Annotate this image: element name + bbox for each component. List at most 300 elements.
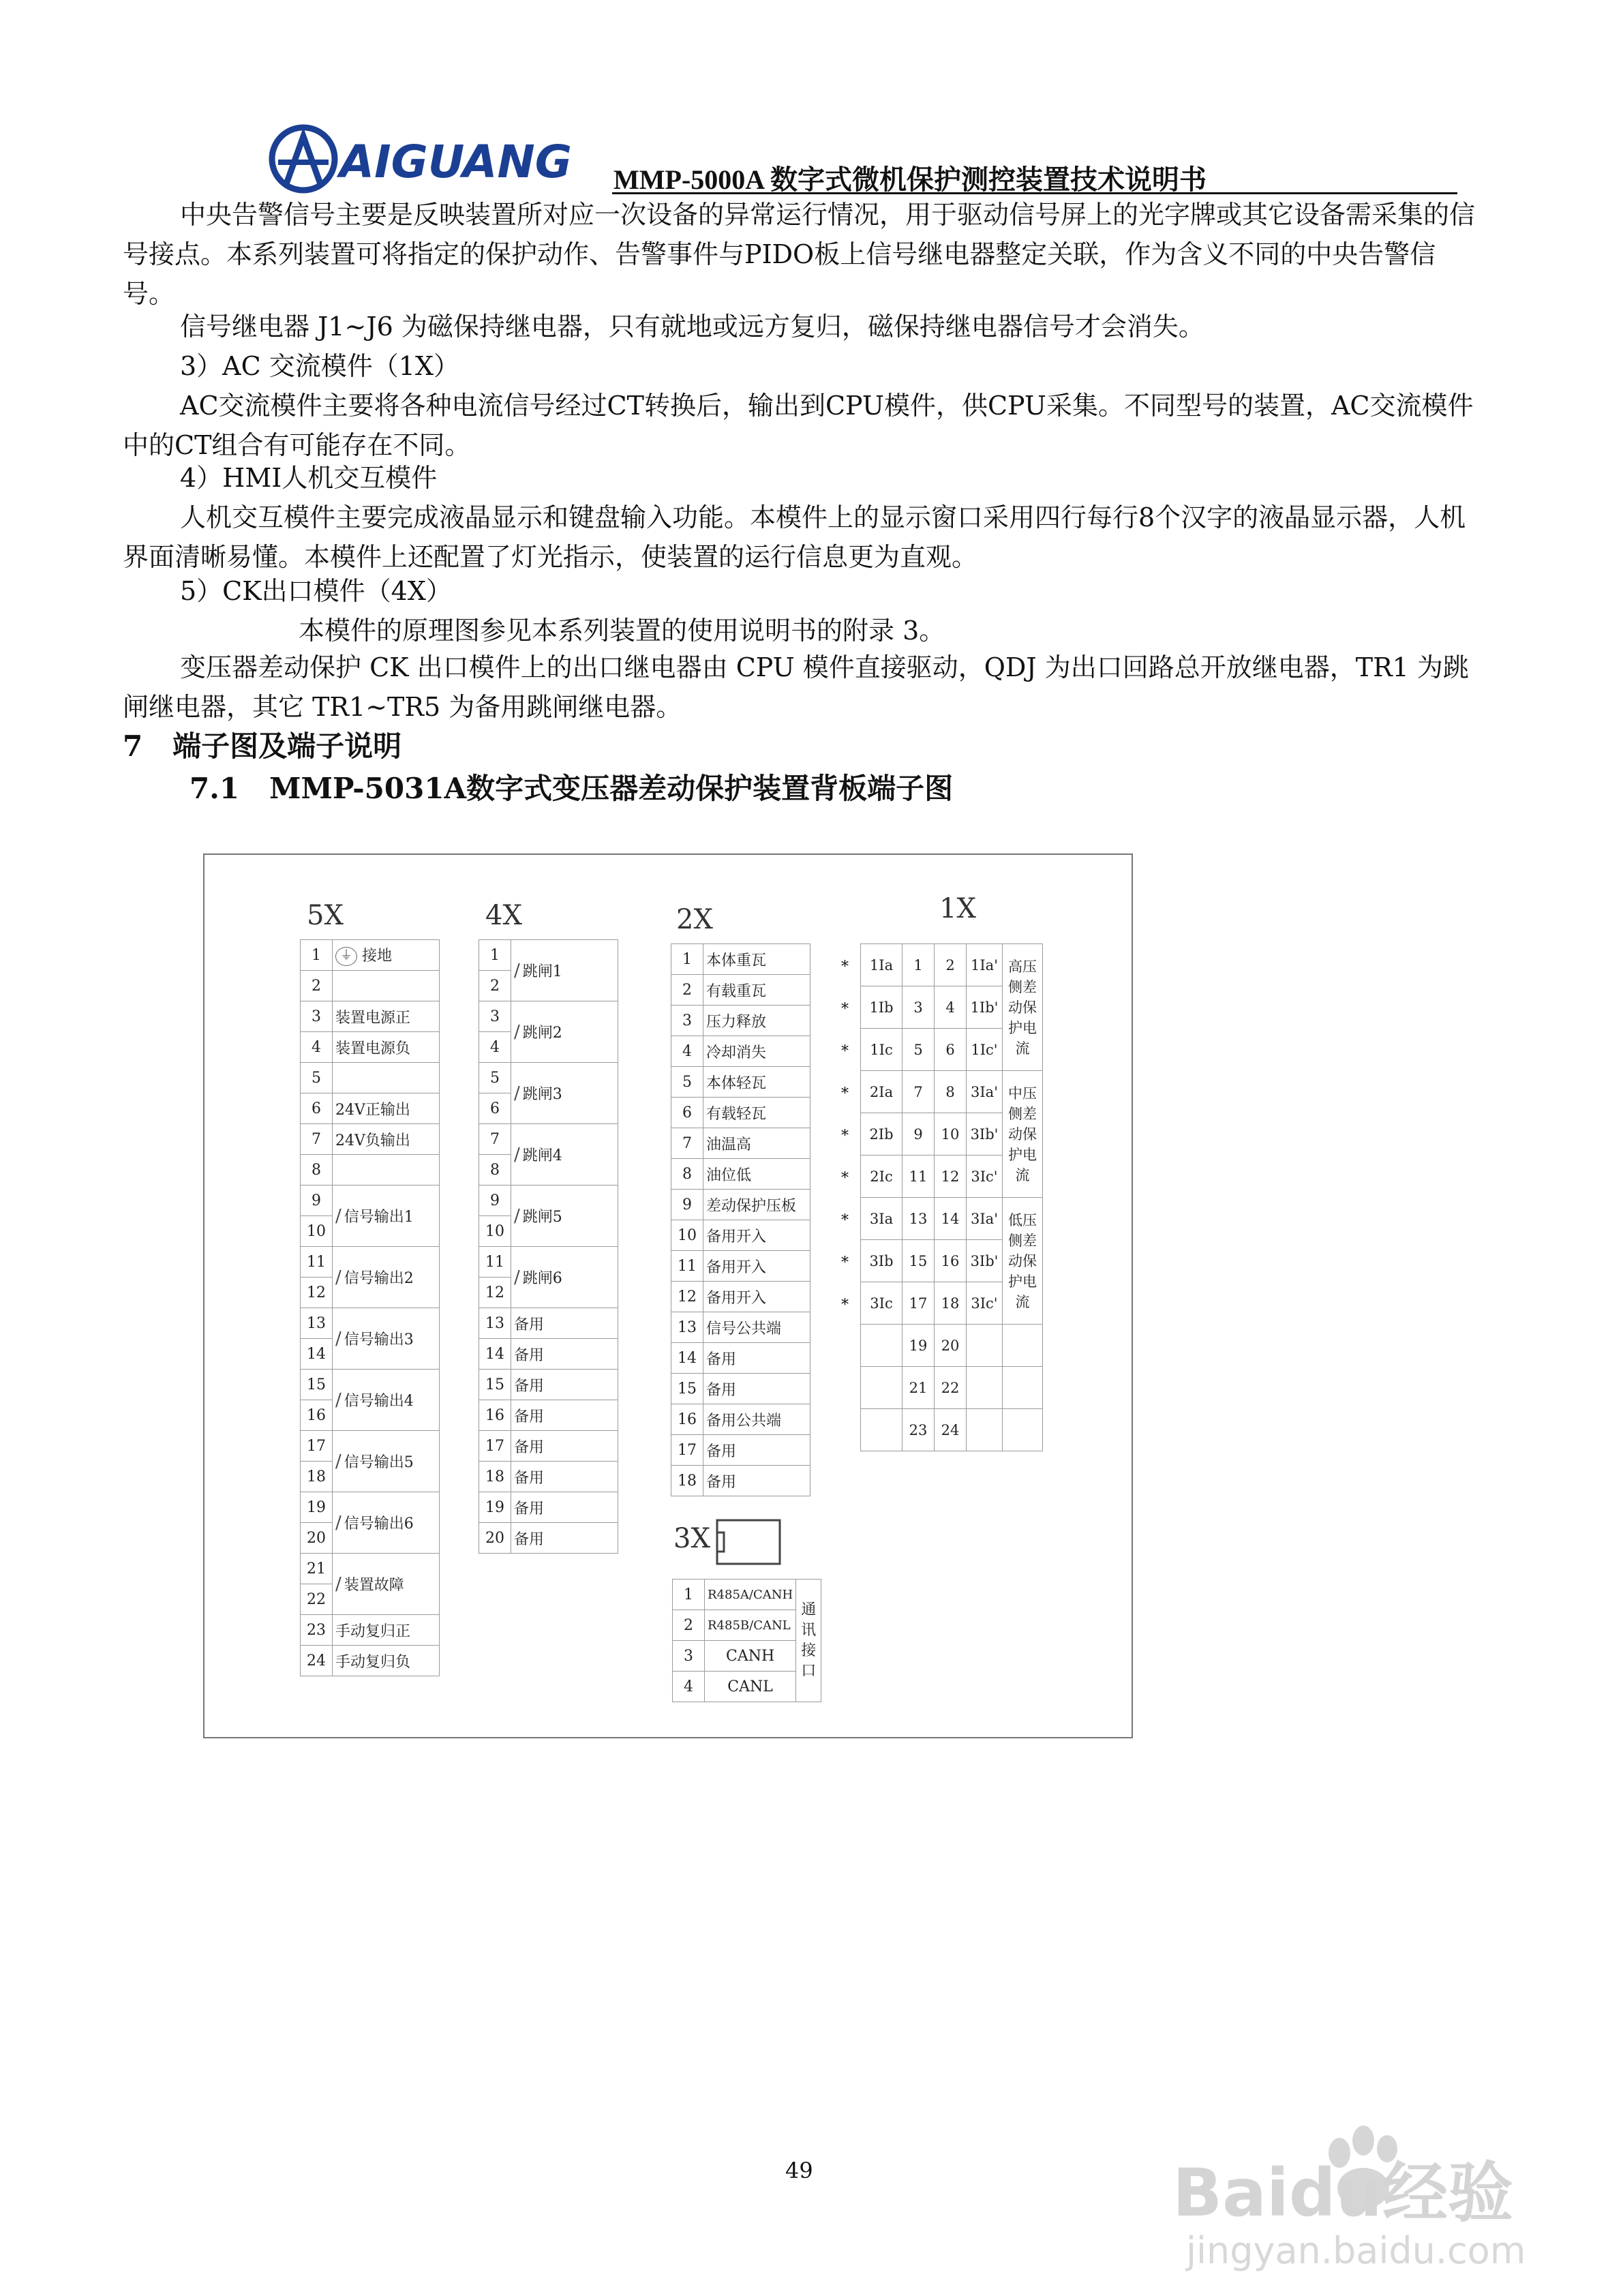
table-row	[671, 1312, 810, 1343]
terminal-label	[511, 1185, 618, 1247]
table-row	[301, 1615, 440, 1646]
star-marker: *	[841, 1043, 849, 1060]
terminal-number: 15	[301, 1370, 333, 1400]
block-5x-table	[300, 939, 440, 1676]
ct-output-label: 1Ib'	[967, 986, 1003, 1029]
terminal-number: 6	[479, 1093, 511, 1124]
terminal-number: 14	[479, 1339, 511, 1370]
terminal-label: 装置电源负	[333, 1032, 440, 1063]
terminal-label: 备用	[703, 1435, 810, 1466]
terminal-number: 21	[301, 1554, 333, 1584]
terminal-label: 差动保护压板	[703, 1190, 810, 1220]
table-row	[671, 1282, 810, 1312]
terminal-number: 2	[479, 971, 511, 1001]
terminal-number: 13	[301, 1308, 333, 1339]
terminal-number: 11	[671, 1251, 703, 1282]
terminal-number: 5	[671, 1067, 703, 1098]
terminal-number: 13	[671, 1312, 703, 1343]
ct-output-label: 3Ic'	[967, 1282, 1003, 1325]
relay-contact-icon: ∕	[514, 1206, 520, 1226]
terminal-label	[333, 1063, 440, 1093]
table-row	[671, 1220, 810, 1251]
relay-contact-icon: ∕	[335, 1329, 342, 1349]
trip-label: 跳闸2	[522, 1025, 562, 1042]
ct-input-label: 1Ic	[861, 1029, 902, 1071]
terminal-diagram	[203, 854, 1133, 1738]
table-row	[301, 1370, 440, 1400]
ct-output-label	[967, 1367, 1003, 1409]
table-row	[301, 1001, 440, 1032]
terminal-label: 备用	[703, 1466, 810, 1496]
terminal-number: 15	[479, 1370, 511, 1400]
terminal-label	[333, 1492, 440, 1554]
terminal-label	[511, 1124, 618, 1185]
table-row	[861, 1198, 1043, 1240]
header-rule	[612, 192, 1457, 194]
ct-group-label-high: 高压侧差动保护电流	[1003, 944, 1043, 1071]
relay-contact-icon: ∕	[514, 1083, 520, 1104]
terminal-number: 3	[479, 1001, 511, 1032]
terminal-number: 12	[671, 1282, 703, 1312]
block-2x-table	[671, 943, 810, 1496]
signal-output-label: 信号输出6	[344, 1515, 414, 1532]
terminal-number: 3	[673, 1641, 705, 1672]
ct-input-label: 2Ib	[861, 1113, 902, 1155]
ct-output-label	[967, 1325, 1003, 1367]
relay-contact-icon: ∕	[335, 1267, 342, 1288]
terminal-number: 8	[935, 1071, 967, 1113]
table-row	[671, 1098, 810, 1128]
terminal-number: 19	[479, 1492, 511, 1523]
terminal-number: 6	[935, 1029, 967, 1071]
terminal-number: 4	[301, 1032, 333, 1063]
terminal-label: 油位低	[703, 1159, 810, 1190]
block-4x-title: 4X	[485, 900, 522, 931]
relay-contact-icon: ∕	[514, 961, 520, 981]
terminal-label	[333, 971, 440, 1001]
terminal-number: 20	[301, 1523, 333, 1554]
ct-input-label: 2Ia	[861, 1071, 902, 1113]
terminal-number: 3	[301, 1001, 333, 1032]
comm-interface-label: 通讯接口	[796, 1580, 821, 1702]
terminal-label: 冷却消失	[703, 1036, 810, 1067]
ct-output-label: 3Ic'	[967, 1155, 1003, 1198]
table-row	[301, 1431, 440, 1462]
terminal-number: 23	[902, 1409, 935, 1451]
terminal-label: 备用	[703, 1374, 810, 1404]
terminal-number: 1	[671, 944, 703, 975]
terminal-number: 3	[671, 1006, 703, 1036]
subsection-heading	[189, 766, 953, 807]
star-marker: *	[841, 1254, 849, 1271]
table-row	[301, 1124, 440, 1155]
terminal-label: 备用	[511, 1308, 618, 1339]
connector-icon	[714, 1516, 783, 1568]
terminal-label: 备用开入	[703, 1220, 810, 1251]
table-row	[301, 1646, 440, 1676]
terminal-label: 本体轻瓦	[703, 1067, 810, 1098]
terminal-number: 7	[301, 1124, 333, 1155]
terminal-number: 2	[301, 971, 333, 1001]
terminal-number: 5	[479, 1063, 511, 1093]
table-row	[671, 1466, 810, 1496]
ct-output-label: 3Ib'	[967, 1113, 1003, 1155]
paragraph-ac: AC交流模件主要将各种电流信号经过CT转换后，输出到CPU模件，供CPU采集。不同型号的装置，AC交流模件中的CT组合有可能存在不同。	[123, 391, 1474, 460]
terminal-number: 14	[671, 1343, 703, 1374]
terminal-label: 24V正输出	[333, 1093, 440, 1124]
logo-text: AIGUANG	[339, 136, 572, 188]
terminal-label	[333, 1185, 440, 1247]
terminal-label: 备用	[511, 1431, 618, 1462]
terminal-number: 1	[479, 940, 511, 971]
ct-input-label	[861, 1325, 902, 1367]
terminal-number: 6	[671, 1098, 703, 1128]
terminal-number: 9	[902, 1113, 935, 1155]
ct-output-label: 3Ia'	[967, 1198, 1003, 1240]
terminal-label: 24V负输出	[333, 1124, 440, 1155]
paragraph-ck-ref: 本模件的原理图参见本系列装置的使用说明书的附录 3。	[299, 616, 945, 646]
paragraph-alarm: 中央告警信号主要是反映装置所对应一次设备的异常运行情况，用于驱动信号屏上的光字牌或其它设备需采集的信号接点。本系列装置可将指定的保护动作、告警事件与PIDO板上信号继电器整定关联，作为含义不同的中央告警信号。	[123, 200, 1476, 309]
terminal-number: 17	[301, 1431, 333, 1462]
table-row	[671, 1435, 810, 1466]
terminal-number: 16	[935, 1240, 967, 1282]
terminal-label	[333, 1155, 440, 1185]
table-row	[479, 1492, 618, 1523]
terminal-number: 16	[301, 1400, 333, 1431]
star-marker: *	[841, 1170, 849, 1187]
terminal-number: 18	[671, 1466, 703, 1496]
terminal-label	[511, 1247, 618, 1308]
terminal-number: 22	[301, 1584, 333, 1615]
terminal-number: 21	[902, 1367, 935, 1409]
trip-label: 跳闸4	[522, 1147, 562, 1164]
table-row	[861, 1071, 1043, 1113]
terminal-number: 23	[301, 1615, 333, 1646]
table-row	[301, 1185, 440, 1216]
terminal-label: 压力释放	[703, 1006, 810, 1036]
table-row	[301, 1247, 440, 1278]
terminal-label: CANL	[705, 1672, 796, 1702]
terminal-number: 4	[671, 1036, 703, 1067]
terminal-label	[511, 1001, 618, 1063]
ct-input-label	[861, 1409, 902, 1451]
star-marker: *	[841, 958, 849, 976]
section-title: 端子图及端子说明	[172, 729, 402, 763]
ct-input-label	[861, 1367, 902, 1409]
terminal-label	[333, 940, 440, 971]
table-row	[301, 1063, 440, 1093]
terminal-label: 油温高	[703, 1128, 810, 1159]
block-2x-title: 2X	[676, 904, 713, 935]
terminal-label: 备用	[511, 1400, 618, 1431]
ct-input-label: 3Ic	[861, 1282, 902, 1325]
table-row	[671, 1190, 810, 1220]
paragraph-relay: 信号继电器 J1~J6 为磁保持继电器，只有就地或远方复归，磁保持继电器信号才会消失。	[180, 312, 1204, 342]
terminal-label: R485B/CANL	[705, 1610, 796, 1641]
page-number: 49	[785, 2158, 813, 2184]
terminal-number: 19	[902, 1325, 935, 1367]
table-row	[861, 944, 1043, 986]
terminal-label	[333, 1370, 440, 1431]
ct-input-label: 1Ib	[861, 986, 902, 1029]
terminal-number: 9	[301, 1185, 333, 1216]
ground-label: 接地	[362, 948, 393, 965]
terminal-number: 18	[479, 1462, 511, 1492]
terminal-number: 7	[671, 1128, 703, 1159]
terminal-number: 14	[301, 1339, 333, 1370]
ct-input-label: 3Ia	[861, 1198, 902, 1240]
relay-contact-icon: ∕	[335, 1206, 342, 1226]
terminal-number: 15	[902, 1240, 935, 1282]
subsection-number: 7.1	[189, 772, 240, 805]
table-row	[301, 1554, 440, 1584]
terminal-number: 5	[301, 1063, 333, 1093]
relay-contact-icon: ∕	[514, 1022, 520, 1042]
terminal-label: 备用	[511, 1339, 618, 1370]
table-row	[479, 1185, 618, 1216]
relay-contact-icon: ∕	[514, 1267, 520, 1288]
table-row	[673, 1580, 821, 1610]
subsection-title: MMP-5031A数字式变压器差动保护装置背板端子图	[269, 772, 954, 805]
star-marker: *	[841, 1001, 849, 1018]
terminal-label: 备用	[511, 1462, 618, 1492]
terminal-number: 2	[673, 1610, 705, 1641]
terminal-label: 手动复归正	[333, 1615, 440, 1646]
block-1x-table	[860, 943, 1043, 1451]
paragraph-ck: 变压器差动保护 CK 出口模件上的出口继电器由 CPU 模件直接驱动，QDJ 为出口回路总开放继电器，TR1 为跳闸继电器，其它 TR1~TR5 为备用跳闸继电器。	[123, 652, 1469, 722]
trip-label: 跳闸5	[522, 1209, 562, 1226]
terminal-label: 本体重瓦	[703, 944, 810, 975]
terminal-label: 备用	[703, 1343, 810, 1374]
terminal-number: 2	[935, 944, 967, 986]
table-row	[671, 1036, 810, 1067]
table-row	[301, 1492, 440, 1523]
terminal-number: 16	[671, 1404, 703, 1435]
terminal-label: 有载重瓦	[703, 975, 810, 1006]
terminal-number: 17	[671, 1435, 703, 1466]
terminal-number: 1	[673, 1580, 705, 1610]
relay-contact-icon: ∕	[335, 1574, 342, 1595]
star-marker: *	[841, 1212, 849, 1229]
empty-cell	[1003, 1409, 1043, 1451]
trip-label: 跳闸6	[522, 1270, 562, 1287]
terminal-number: 13	[479, 1308, 511, 1339]
trip-label: 跳闸1	[522, 963, 562, 980]
table-row	[671, 1251, 810, 1282]
section-heading	[123, 724, 401, 765]
terminal-label	[333, 1554, 440, 1615]
table-row	[479, 1001, 618, 1032]
table-row	[671, 1343, 810, 1374]
terminal-number: 10	[935, 1113, 967, 1155]
terminal-number: 20	[479, 1523, 511, 1554]
terminal-number: 12	[301, 1278, 333, 1308]
terminal-number: 8	[671, 1159, 703, 1190]
terminal-number: 18	[935, 1282, 967, 1325]
terminal-number: 1	[902, 944, 935, 986]
terminal-label: 备用开入	[703, 1251, 810, 1282]
relay-contact-icon: ∕	[335, 1513, 342, 1533]
signal-output-label: 信号输出1	[344, 1209, 414, 1226]
terminal-number: 17	[902, 1282, 935, 1325]
star-marker: *	[841, 1297, 849, 1314]
paragraph-ac-heading: 3）AC 交流模件（1X）	[180, 351, 460, 381]
terminal-label: 手动复归负	[333, 1646, 440, 1676]
table-row	[479, 1124, 618, 1155]
table-row	[671, 944, 810, 975]
ct-output-label: 1Ia'	[967, 944, 1003, 986]
watermark-url: jingyan.baidu.com	[1186, 2229, 1526, 2272]
terminal-number: 8	[479, 1155, 511, 1185]
terminal-number: 9	[479, 1185, 511, 1216]
table-row	[671, 1006, 810, 1036]
terminal-number: 2	[671, 975, 703, 1006]
table-row	[479, 1431, 618, 1462]
table-row	[861, 1409, 1043, 1451]
terminal-label	[333, 1431, 440, 1492]
table-row	[671, 1404, 810, 1435]
table-row	[479, 1308, 618, 1339]
terminal-number: 22	[935, 1367, 967, 1409]
terminal-label: 有载轻瓦	[703, 1098, 810, 1128]
table-row	[671, 1067, 810, 1098]
block-3x-table	[672, 1579, 821, 1702]
section-number: 7	[123, 729, 143, 763]
terminal-number: 5	[902, 1029, 935, 1071]
block-4x-table	[479, 939, 618, 1554]
terminal-label: 信号公共端	[703, 1312, 810, 1343]
table-row	[301, 1155, 440, 1185]
table-row	[671, 1159, 810, 1190]
ct-output-label	[967, 1409, 1003, 1451]
signal-output-label: 信号输出5	[344, 1454, 414, 1471]
table-row	[671, 1374, 810, 1404]
terminal-number: 19	[301, 1492, 333, 1523]
empty-cell	[1003, 1325, 1043, 1367]
terminal-number: 3	[902, 986, 935, 1029]
star-marker: *	[841, 1128, 849, 1145]
block-1x-title: 1X	[939, 893, 976, 924]
terminal-label	[511, 940, 618, 1001]
signal-output-label: 信号输出3	[344, 1331, 414, 1348]
ct-input-label: 2Ic	[861, 1155, 902, 1198]
terminal-label: 备用公共端	[703, 1404, 810, 1435]
terminal-label	[333, 1247, 440, 1308]
table-row	[479, 1400, 618, 1431]
table-row	[671, 1128, 810, 1159]
terminal-number: 10	[301, 1216, 333, 1247]
terminal-number: 15	[671, 1374, 703, 1404]
paragraph-hmi: 人机交互模件主要完成液晶显示和键盘输入功能。本模件上的显示窗口采用四行每行8个汉字的液晶显示器，人机界面清晰易懂。本模件上还配置了灯光指示，使装置的运行信息更为直观。	[123, 502, 1466, 572]
terminal-number: 6	[301, 1093, 333, 1124]
paragraph-ck-heading: 5）CK出口模件（4X）	[180, 576, 452, 606]
relay-contact-icon: ∕	[335, 1451, 342, 1472]
terminal-label	[511, 1063, 618, 1124]
terminal-number: 8	[301, 1155, 333, 1185]
terminal-number: 24	[935, 1409, 967, 1451]
table-row	[301, 1093, 440, 1124]
table-row	[479, 1247, 618, 1278]
ct-output-label: 3Ib'	[967, 1240, 1003, 1282]
terminal-number: 14	[935, 1198, 967, 1240]
table-row	[301, 1032, 440, 1063]
table-row	[671, 975, 810, 1006]
terminal-number: 10	[671, 1220, 703, 1251]
terminal-number: 11	[902, 1155, 935, 1198]
terminal-number: 4	[479, 1032, 511, 1063]
terminal-number: 11	[479, 1247, 511, 1278]
table-row	[861, 1367, 1043, 1409]
table-row	[479, 1063, 618, 1093]
paragraph-hmi-heading: 4）HMI人机交互模件	[180, 463, 438, 493]
terminal-label: 备用开入	[703, 1282, 810, 1312]
table-row	[301, 940, 440, 971]
terminal-number: 20	[935, 1325, 967, 1367]
ct-output-label: 3Ia'	[967, 1071, 1003, 1113]
signal-output-label: 信号输出4	[344, 1393, 414, 1410]
terminal-number: 12	[479, 1278, 511, 1308]
terminal-label: CANH	[705, 1641, 796, 1672]
terminal-number: 12	[935, 1155, 967, 1198]
terminal-number: 9	[671, 1190, 703, 1220]
table-row	[479, 1462, 618, 1492]
block-5x-title: 5X	[307, 900, 344, 931]
terminal-number: 4	[935, 986, 967, 1029]
watermark-brand: Baidu经验	[1172, 2155, 1513, 2231]
trip-label: 跳闸3	[522, 1086, 562, 1103]
terminal-number: 18	[301, 1462, 333, 1492]
terminal-number: 16	[479, 1400, 511, 1431]
fault-output-label: 装置故障	[344, 1577, 404, 1594]
terminal-number: 24	[301, 1646, 333, 1676]
table-row	[479, 1339, 618, 1370]
table-row	[479, 1370, 618, 1400]
terminal-label: 备用	[511, 1523, 618, 1554]
table-row	[861, 1325, 1043, 1367]
terminal-number: 7	[479, 1124, 511, 1155]
terminal-number: 17	[479, 1431, 511, 1462]
table-row	[301, 971, 440, 1001]
document-title: MMP-5000A 数字式微机保护测控装置技术说明书	[613, 164, 1207, 195]
signal-output-label: 信号输出2	[344, 1270, 414, 1287]
empty-cell	[1003, 1367, 1043, 1409]
terminal-label: 装置电源正	[333, 1001, 440, 1032]
terminal-label: 备用	[511, 1370, 618, 1400]
ground-icon: ⏚	[335, 947, 357, 966]
terminal-number: 11	[301, 1247, 333, 1278]
star-marker: *	[841, 1085, 849, 1102]
terminal-number: 4	[673, 1672, 705, 1702]
terminal-number: 10	[479, 1216, 511, 1247]
ct-input-label: 3Ib	[861, 1240, 902, 1282]
block-3x-title: 3X	[673, 1523, 710, 1554]
table-row	[479, 1523, 618, 1554]
ct-input-label: 1Ia	[861, 944, 902, 986]
terminal-number: 7	[902, 1071, 935, 1113]
terminal-label: R485A/CANH	[705, 1580, 796, 1610]
terminal-number: 1	[301, 940, 333, 971]
terminal-number: 13	[902, 1198, 935, 1240]
terminal-label: 备用	[511, 1492, 618, 1523]
table-row	[301, 1308, 440, 1339]
baidu-watermark	[1159, 2100, 1609, 2284]
relay-contact-icon: ∕	[514, 1145, 520, 1165]
table-row	[479, 940, 618, 971]
ct-group-label-mid: 中压侧差动保护电流	[1003, 1071, 1043, 1198]
ct-group-label-low: 低压侧差动保护电流	[1003, 1198, 1043, 1325]
ct-output-label: 1Ic'	[967, 1029, 1003, 1071]
relay-contact-icon: ∕	[335, 1390, 342, 1410]
